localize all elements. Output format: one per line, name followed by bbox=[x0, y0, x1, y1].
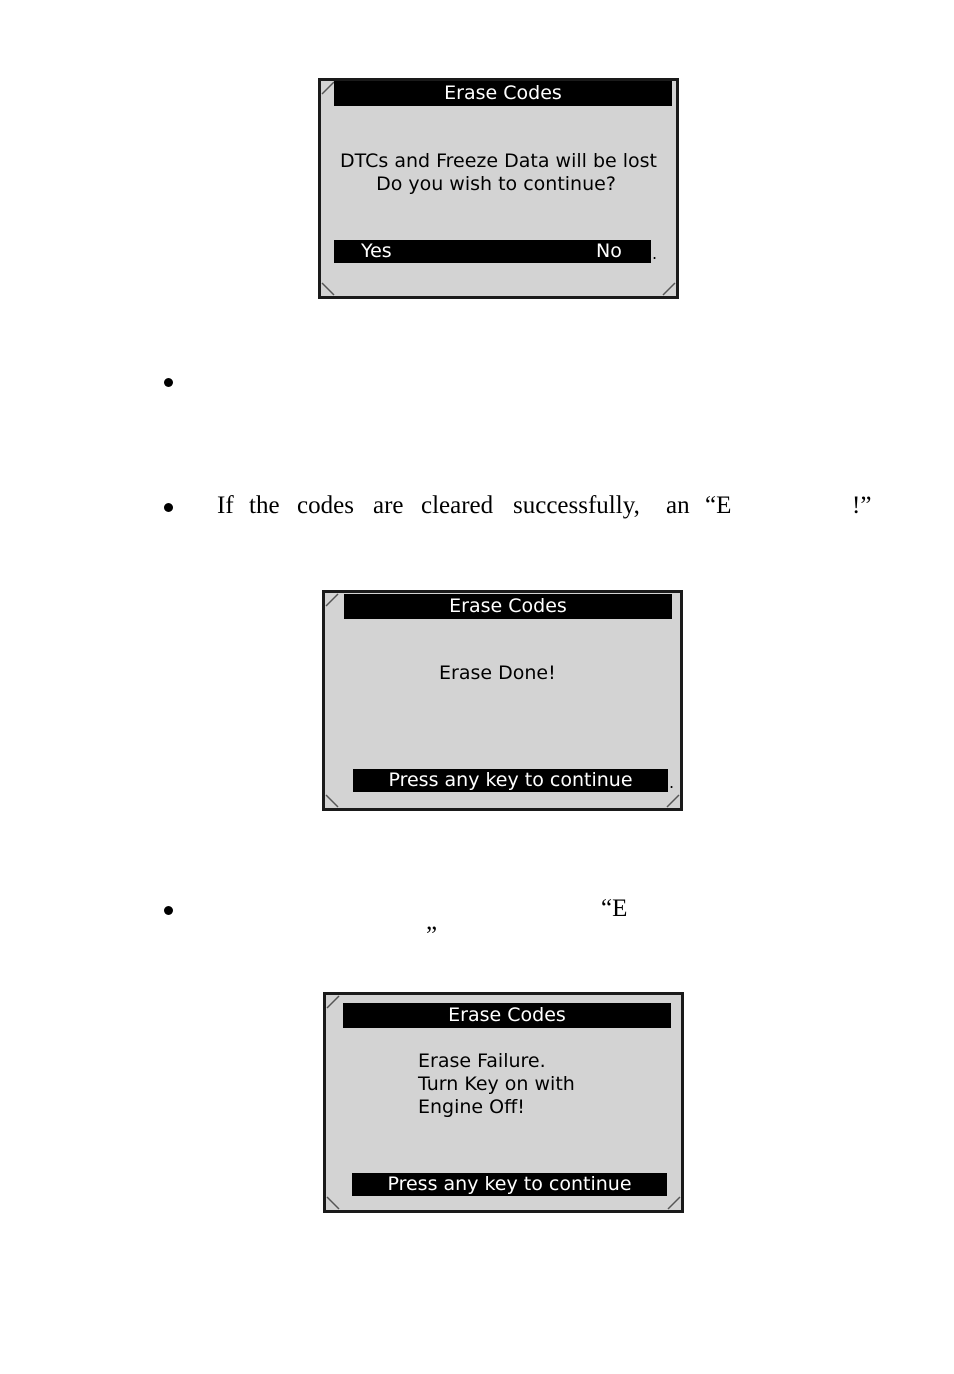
quote-close: ” bbox=[426, 922, 438, 949]
corner-bevel-icon bbox=[666, 794, 680, 808]
screen-title: Erase Codes bbox=[334, 81, 672, 106]
screen-title: Erase Codes bbox=[343, 1003, 671, 1028]
continue-button[interactable]: Press any key to continue bbox=[353, 769, 668, 792]
bullet-word: successfully, bbox=[513, 492, 640, 519]
corner-bevel-icon bbox=[326, 1196, 340, 1210]
corner-bevel-icon bbox=[325, 593, 339, 607]
corner-bevel-icon bbox=[667, 1196, 681, 1210]
trailing-dot: . bbox=[669, 773, 675, 792]
corner-bevel-icon bbox=[325, 794, 339, 808]
continue-button[interactable]: Press any key to continue bbox=[352, 1173, 667, 1196]
bullet-word: !” bbox=[852, 492, 872, 519]
failure-line-2: Turn Key on with bbox=[418, 1073, 575, 1095]
yes-no-bar bbox=[334, 240, 651, 263]
warning-line-2: Do you wish to continue? bbox=[376, 173, 616, 195]
erase-failure-screen bbox=[323, 992, 684, 1213]
bullet-word: an bbox=[666, 492, 690, 519]
warning-line-1: DTCs and Freeze Data will be lost bbox=[340, 150, 657, 172]
bullet-point bbox=[164, 906, 173, 915]
screen-title: Erase Codes bbox=[344, 594, 672, 619]
bullet-word: cleared bbox=[421, 492, 494, 519]
erase-done-screen bbox=[322, 590, 683, 811]
erase-done-message: Erase Done! bbox=[439, 662, 556, 684]
no-button[interactable]: No bbox=[596, 240, 622, 262]
bullet-word: the bbox=[249, 492, 280, 519]
corner-bevel-icon bbox=[662, 282, 676, 296]
bullet-word: “E bbox=[705, 492, 732, 519]
failure-line-3: Engine Off! bbox=[418, 1096, 525, 1118]
failure-line-1: Erase Failure. bbox=[418, 1050, 546, 1072]
corner-bevel-icon bbox=[321, 282, 335, 296]
corner-bevel-icon bbox=[326, 995, 340, 1009]
bullet-word: codes bbox=[297, 492, 354, 519]
bullet-point bbox=[164, 378, 173, 387]
corner-bevel-icon bbox=[321, 81, 335, 95]
bullet-point bbox=[164, 503, 173, 512]
erase-confirm-screen bbox=[318, 78, 679, 299]
bullet-word: If bbox=[217, 492, 234, 519]
trailing-dot: . bbox=[652, 244, 658, 263]
quote-open: “E bbox=[601, 895, 628, 922]
yes-button[interactable]: Yes bbox=[361, 240, 392, 262]
bullet-word: are bbox=[373, 492, 404, 519]
